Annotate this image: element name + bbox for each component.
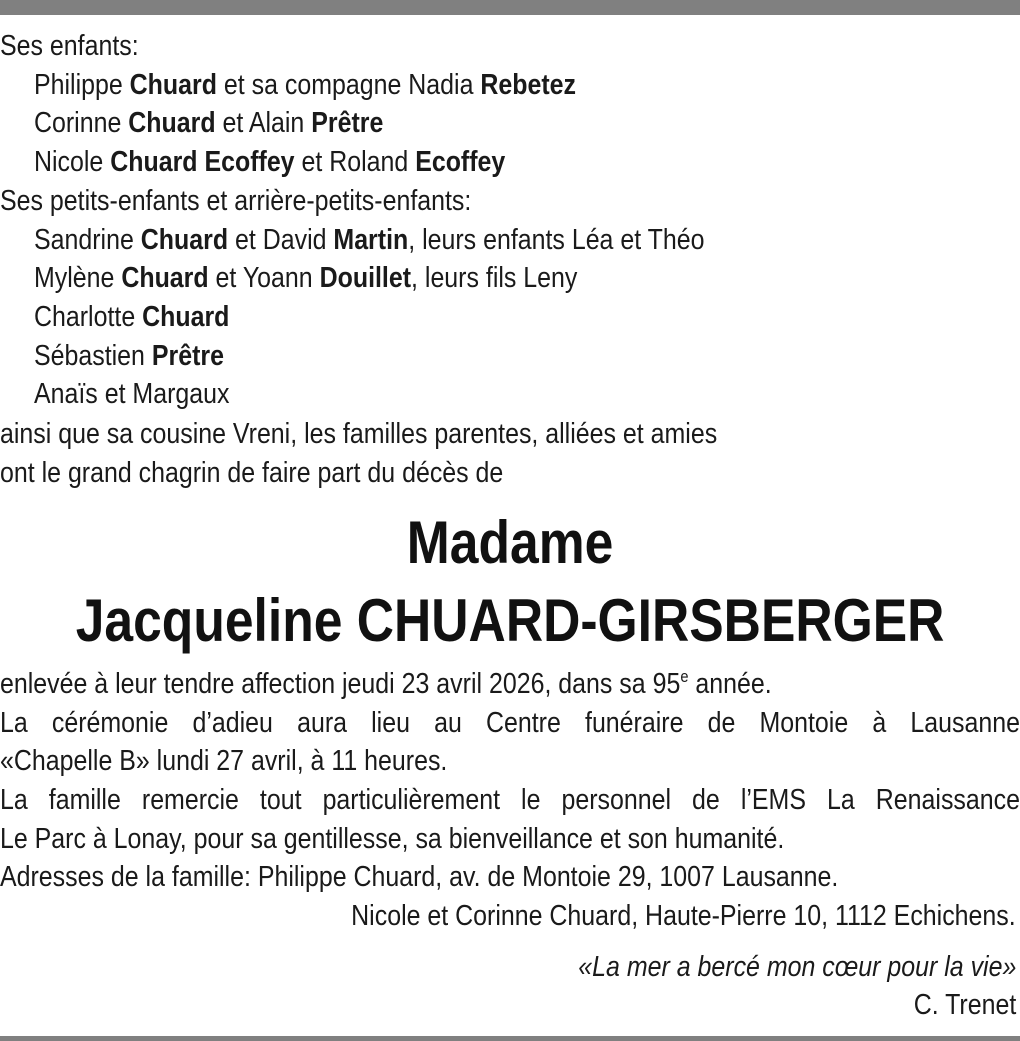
grandchild-line: Anaïs et Margaux <box>34 378 230 410</box>
grandchild-line: Sébastien Prêtre <box>34 340 224 372</box>
thanks-line-2: Le Parc à Lonay, pour sa gentillesse, sa bienveillance et son humanité. <box>0 823 785 855</box>
announce-line: ont le grand chagrin de faire part du décès de <box>0 457 504 489</box>
cousin-line: ainsi que sa cousine Vreni, les familles parentes, alliées et amies <box>0 418 718 450</box>
thanks-line-1: La famille remercie tout particulièrement le personnel de l’EMS La Renaissance <box>0 784 1020 816</box>
ceremony-line-2: «Chapelle B» lundi 27 avril, à 11 heures. <box>0 745 448 777</box>
deceased-title: Madame <box>406 509 614 576</box>
children-intro: Ses enfants: <box>0 30 139 62</box>
grandchild-line: Mylène Chuard et Yoann Douillet, leurs fils Leny <box>34 262 578 294</box>
address-line-2: Nicole et Corinne Chuard, Haute-Pierre 10, 1112 Echichens. <box>351 900 1016 932</box>
grandchild-line: Sandrine Chuard et David Martin, leurs enfants Léa et Théo <box>34 224 705 256</box>
quote: «La mer a bercé mon cœur pour la vie» <box>577 951 1016 983</box>
address-line-1: Adresses de la famille: Philippe Chuard, av. de Montoie 29, 1007 Lausanne. <box>0 861 839 893</box>
ceremony-line-1: La cérémonie d’adieu aura lieu au Centre funéraire de Montoie à Lausanne <box>0 707 1020 739</box>
deceased-name: Jacqueline CHUARD-GIRSBERGER <box>75 587 945 654</box>
quote-author: C. Trenet <box>913 989 1016 1021</box>
child-line: Corinne Chuard et Alain Prêtre <box>34 107 384 139</box>
bottom-rule <box>0 1036 1020 1041</box>
grandchild-line: Charlotte Chuard <box>34 301 230 333</box>
grandchildren-intro: Ses petits-enfants et arrière-petits-enfants: <box>0 185 472 217</box>
top-rule <box>0 0 1020 15</box>
death-line: enlevée à leur tendre affection jeudi 23 avril 2026, dans sa 95e année. <box>0 667 772 700</box>
child-line: Nicole Chuard Ecoffey et Roland Ecoffey <box>34 146 506 178</box>
child-line: Philippe Chuard et sa compagne Nadia Rebetez <box>34 69 577 101</box>
